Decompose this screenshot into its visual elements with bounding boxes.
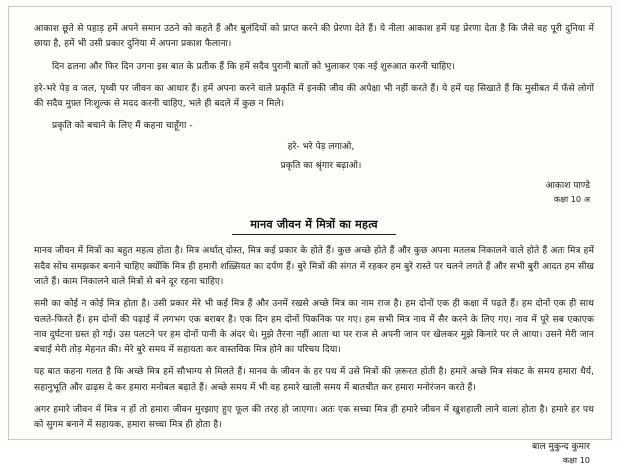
essay-two-title: मानव जीवन में मित्रों का महत्व xyxy=(250,218,378,232)
page-title xyxy=(34,217,594,235)
title-underline xyxy=(232,234,396,235)
essay-two-signature xyxy=(34,441,594,466)
essay-two-paragraph: मानव जीवन में मित्रों का बहुत महत्व होता है। मित्र अर्थात् दोस्त, मित्र कई प्रकार के होते हैं। कुछ अच्छे होते हैं और कुछ अपना मतलब निकालने वाले होते हैं अतः मित्र हमें सदैव सोच समझकर बनाने चाहिए क्योंकि मित्र ही हमारी शख़्सियत का दर्पण हैं। बुरे मित्रों की संगत में रहकर हम बुरे रास्ते पर चलने लगते हैं और सभी बुरी आदत हम सीख जाते हैं। काम निकालने वाले मित्रों से बने दूर रहना चाहिए। xyxy=(34,246,594,287)
essay-one-closing-line: प्रकृति को बचाने के लिए मैं कहना चाहूँगा - xyxy=(52,121,193,132)
essay-one-signature xyxy=(34,180,594,205)
essay-one-paragraph: हरे-भरे पेड़ व जल, पृथ्वी पर जीवन का आधार हैं। हमें अपना करने वाले प्रकृति में इनकी जीव की अपेक्षा भी नहीं करते हैं। ये हमें यह सिखाते हैं कि मुसीबत में फँसे लोगों की सदैव मुफ़्त निःशुल्क से मदद करनी चाहिए, भले ही बदले में कुछ न मिले। xyxy=(34,83,594,110)
couplet-line: प्रकृति का श्रृंगार बढ़ाओ। xyxy=(280,161,362,172)
couplet-line: हरे- भरे पेड़ लगाओ, xyxy=(287,141,355,152)
essay-one-paragraph: दिन ढलना और फिर दिन उगना इस बात के प्रतीक हैं कि हमें सदैव पुरानी बातों को भुलाकर एक नई शुरुआत करनी चाहिए। xyxy=(52,61,455,72)
essay-one-paragraph: आकाश छूते से पहाड़ हमें अपने समान उठने को कहते हैं और बुलंदियों को प्राप्त करने की प्रेरणा देते हैं। ये नीला आकाश हमें यह प्रेरणा देता है कि जैसे वह पूरी दुनिया में छाया है, हमें भी उसी प्रकार दुनिया में अपना प्रकाश फैलाना। xyxy=(34,24,594,50)
author-name: आकाश पाण्डे xyxy=(545,181,590,192)
author-name: बाल मुकुन्द कुमार xyxy=(531,441,590,452)
essay-two-paragraph: अगर हमारे जीवन में मित्र न हों तो हमारा जीवन मुरझाए हुए फूल की तरह हो जाएगा। अतः एक सच्चा मित्र ही हमारे जीवन में खुशहाली लाने वाला होता है। हमारे हर पथ को सुगम बनाने में सहायक, हमारा सच्चा मित्र ही होता है। xyxy=(34,405,594,431)
author-class: कक्षा 10 xyxy=(562,454,590,465)
essay-two-paragraph: यह बात कहना गलत है कि अच्छे मित्र हमें सौभाग्य से मिलते हैं। मानव के जीवन के हर पथ में उसे मित्रों की ज़रूरत होती है। हमारे अच्छे मित्र संकट के समय हमारा धैर्य, सहानुभूति और ढाढ़स दे कर हमारा मनोबल बढ़ाते हैं। अच्छे समय में भी वह हमारे खाली समय में बातचीत कर हमारा मनोरंजन करते हैं। xyxy=(34,367,594,393)
author-class: कक्षा 10 अ xyxy=(553,194,590,205)
page-content xyxy=(34,22,594,465)
essay-two-paragraph: समी का कोई न कोई मित्र होता है। उसी प्रकार मेरे भी कई मित्र हैं और उनमें रखसे अच्छे मित्र का नाम राज है। हम दोनों एक ही कक्षा में पढ़ते हैं। हम दोनों एक ही साथ चलते-फिरते हैं। हम दोनों की पढ़ाई में लगभग एक बराबर है। एक दिन हम दोनों पिकनिक पर गए। हम सभी मित्र नाव में सैर करने के लिए गए। नाव में पूरे सब एकाएक नाव दुर्घटना ग्रस्त हो गई। उस पलटने पर हम दोनों पानी के अंदर थे। मुझे तैरना नहीं आता था पर राज से अपनी जान पर खेलकर मुझे किनारे पर ले आया। उसने मेरी जान बचाई मेरी तोड़ मेहनत की। मेरे बुरे समय में सहायता कर वास्तविक मित्र होने का परिचय दिया। xyxy=(34,299,594,356)
